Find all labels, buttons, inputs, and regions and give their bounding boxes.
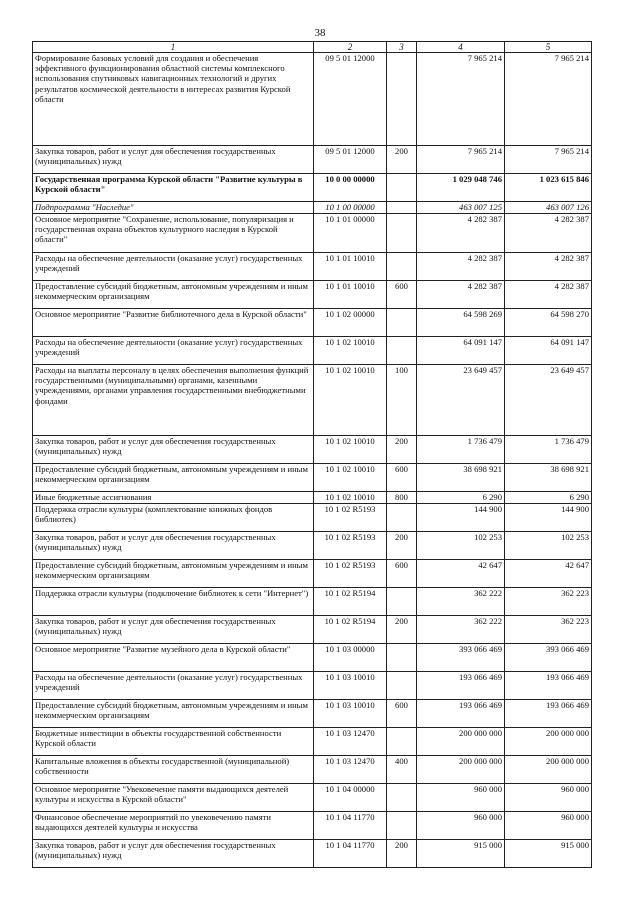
table-row [33, 281, 592, 309]
row-amount-cell: 7 965 214 [505, 146, 592, 174]
row-amount-cell: 4 282 387 [505, 281, 592, 309]
row-amount-cell: 960 000 [505, 812, 592, 840]
column-header: 5 [505, 42, 592, 53]
row-code-cell: 10 1 02 R5194 [314, 616, 387, 644]
row-name-cell: Закупка товаров, работ и услуг для обеспечения государственных (муниципальных) нужд [33, 840, 314, 868]
table-row [33, 365, 592, 436]
row-expense-type-cell [387, 672, 417, 700]
budget-table [32, 41, 592, 868]
row-name-cell: Капитальные вложения в объекты государственной (муниципальной) собственности [33, 756, 314, 784]
row-expense-type-cell [387, 337, 417, 365]
row-expense-type-cell [387, 644, 417, 672]
row-amount-cell: 42 647 [417, 560, 505, 588]
row-amount-cell: 38 698 921 [417, 464, 505, 492]
row-expense-type-cell [387, 728, 417, 756]
row-expense-type-cell [387, 253, 417, 281]
row-amount-cell: 362 223 [505, 616, 592, 644]
row-expense-type-cell [387, 812, 417, 840]
row-expense-type-cell: 600 [387, 281, 417, 309]
row-name-cell: Иные бюджетные ассигнования [33, 492, 314, 504]
page-number: 38 [314, 27, 326, 39]
row-name-cell: Закупка товаров, работ и услуг для обеспечения государственных (муниципальных) нужд [33, 436, 314, 464]
row-code-cell: 10 1 04 00000 [314, 784, 387, 812]
row-amount-cell: 4 282 387 [505, 253, 592, 281]
row-expense-type-cell [387, 784, 417, 812]
row-amount-cell: 7 965 214 [505, 53, 592, 146]
row-expense-type-cell: 600 [387, 700, 417, 728]
row-name-cell: Предоставление субсидий бюджетным, автономным учреждениям и иным некоммерческим организациям [33, 281, 314, 309]
row-name-cell: Закупка товаров, работ и услуг для обеспечения государственных (муниципальных) нужд [33, 616, 314, 644]
table-row [33, 214, 592, 253]
table-row [33, 532, 592, 560]
row-amount-cell: 1 736 479 [505, 436, 592, 464]
row-expense-type-cell: 200 [387, 436, 417, 464]
row-amount-cell: 362 223 [505, 588, 592, 616]
column-header: 3 [387, 42, 417, 53]
row-amount-cell: 1 023 615 846 [505, 174, 592, 202]
table-row [33, 253, 592, 281]
row-amount-cell: 7 965 214 [417, 53, 505, 146]
table-row [33, 464, 592, 492]
row-amount-cell: 4 282 387 [417, 214, 505, 253]
row-amount-cell: 144 900 [505, 504, 592, 532]
row-code-cell: 10 1 03 10010 [314, 700, 387, 728]
row-amount-cell: 393 066 469 [505, 644, 592, 672]
row-code-cell: 10 1 02 10010 [314, 492, 387, 504]
row-code-cell: 10 1 02 00000 [314, 309, 387, 337]
row-amount-cell: 200 000 000 [417, 728, 505, 756]
row-code-cell: 10 1 03 12470 [314, 756, 387, 784]
row-name-cell: Основное мероприятие "Увековечение памяти выдающихся деятелей культуры и искусства в Курской области" [33, 784, 314, 812]
table-row [33, 337, 592, 365]
row-expense-type-cell: 400 [387, 756, 417, 784]
row-amount-cell: 64 091 147 [417, 337, 505, 365]
row-code-cell: 10 1 03 00000 [314, 644, 387, 672]
row-amount-cell: 362 222 [417, 616, 505, 644]
row-amount-cell: 64 091 147 [505, 337, 592, 365]
row-expense-type-cell [387, 309, 417, 337]
row-code-cell: 10 1 04 11770 [314, 840, 387, 868]
table-row [33, 560, 592, 588]
row-expense-type-cell: 200 [387, 532, 417, 560]
table-row [33, 728, 592, 756]
row-amount-cell: 7 965 214 [417, 146, 505, 174]
row-amount-cell: 193 066 469 [417, 672, 505, 700]
table-header-row [33, 42, 592, 53]
row-name-cell: Финансовое обеспечение мероприятий по увековечению памяти выдающихся деятелей культуры и искусства [33, 812, 314, 840]
row-amount-cell: 915 000 [417, 840, 505, 868]
column-header: 2 [314, 42, 387, 53]
row-expense-type-cell [387, 202, 417, 214]
row-amount-cell: 393 066 469 [417, 644, 505, 672]
row-amount-cell: 463 007 126 [505, 202, 592, 214]
row-expense-type-cell: 200 [387, 146, 417, 174]
row-amount-cell: 64 598 270 [505, 309, 592, 337]
row-name-cell: Расходы на обеспечение деятельности (оказание услуг) государственных учреждений [33, 672, 314, 700]
row-name-cell: Подпрограмма "Наследие" [33, 202, 314, 214]
row-amount-cell: 102 253 [505, 532, 592, 560]
row-amount-cell: 193 066 469 [417, 700, 505, 728]
row-code-cell: 10 1 01 10010 [314, 253, 387, 281]
row-code-cell: 10 1 03 12470 [314, 728, 387, 756]
row-name-cell: Бюджетные инвестиции в объекты государственной собственности Курской области [33, 728, 314, 756]
table-row [33, 202, 592, 214]
row-amount-cell: 200 000 000 [505, 756, 592, 784]
table-row [33, 644, 592, 672]
table-row [33, 146, 592, 174]
table-row [33, 812, 592, 840]
row-amount-cell: 144 900 [417, 504, 505, 532]
table-row [33, 309, 592, 337]
row-amount-cell: 23 649 457 [417, 365, 505, 436]
row-expense-type-cell: 100 [387, 365, 417, 436]
row-code-cell: 10 1 02 R5193 [314, 504, 387, 532]
row-expense-type-cell: 600 [387, 560, 417, 588]
row-code-cell: 10 1 01 00000 [314, 214, 387, 253]
row-code-cell: 10 1 02 10010 [314, 365, 387, 436]
table-row [33, 588, 592, 616]
row-name-cell: Основное мероприятие "Развитие музейного дела в Курской области" [33, 644, 314, 672]
row-code-cell: 09 5 01 12000 [314, 146, 387, 174]
row-amount-cell: 102 253 [417, 532, 505, 560]
row-expense-type-cell: 800 [387, 492, 417, 504]
row-amount-cell: 960 000 [417, 812, 505, 840]
row-amount-cell: 1 029 048 746 [417, 174, 505, 202]
row-amount-cell: 23 649 457 [505, 365, 592, 436]
row-code-cell: 09 5 01 12000 [314, 53, 387, 146]
row-amount-cell: 200 000 000 [505, 728, 592, 756]
row-code-cell: 10 1 04 11770 [314, 812, 387, 840]
row-expense-type-cell: 200 [387, 616, 417, 644]
table-row [33, 504, 592, 532]
row-amount-cell: 200 000 000 [417, 756, 505, 784]
table-body [33, 53, 592, 868]
row-name-cell: Поддержка отрасли культуры (подключение библиотек к сети "Интернет") [33, 588, 314, 616]
table-row [33, 700, 592, 728]
column-header: 4 [417, 42, 505, 53]
row-code-cell: 10 1 00 00000 [314, 202, 387, 214]
row-code-cell: 10 1 02 10010 [314, 436, 387, 464]
row-code-cell: 10 1 01 10010 [314, 281, 387, 309]
row-expense-type-cell [387, 174, 417, 202]
row-amount-cell: 4 282 387 [417, 281, 505, 309]
table-row [33, 784, 592, 812]
row-code-cell: 10 1 02 10010 [314, 464, 387, 492]
row-code-cell: 10 1 02 10010 [314, 337, 387, 365]
row-amount-cell: 6 290 [417, 492, 505, 504]
row-amount-cell: 915 000 [505, 840, 592, 868]
row-amount-cell: 193 066 469 [505, 672, 592, 700]
table-row [33, 672, 592, 700]
table-row [33, 616, 592, 644]
row-amount-cell: 38 698 921 [505, 464, 592, 492]
table-row [33, 174, 592, 202]
row-amount-cell: 64 598 269 [417, 309, 505, 337]
table-row [33, 840, 592, 868]
table-row [33, 53, 592, 146]
column-header: 1 [33, 42, 314, 53]
row-name-cell: Закупка товаров, работ и услуг для обеспечения государственных (муниципальных) нужд [33, 532, 314, 560]
row-name-cell: Основное мероприятие "Сохранение, использование, популяризация и государственная охрана объектов культурного наследия в Курской области" [33, 214, 314, 253]
row-amount-cell: 1 736 479 [417, 436, 505, 464]
row-name-cell: Государственная программа Курской области "Развитие культуры в Курской области" [33, 174, 314, 202]
row-code-cell: 10 1 02 R5193 [314, 532, 387, 560]
table-row [33, 436, 592, 464]
row-amount-cell: 960 000 [505, 784, 592, 812]
table-row [33, 492, 592, 504]
row-expense-type-cell: 200 [387, 840, 417, 868]
row-expense-type-cell [387, 588, 417, 616]
row-name-cell: Основное мероприятие "Развитие библиотечного дела в Курской области" [33, 309, 314, 337]
row-name-cell: Расходы на обеспечение деятельности (оказание услуг) государственных учреждений [33, 253, 314, 281]
row-amount-cell: 463 007 125 [417, 202, 505, 214]
row-amount-cell: 42 647 [505, 560, 592, 588]
row-name-cell: Поддержка отрасли культуры (комплектование книжных фондов библиотек) [33, 504, 314, 532]
row-amount-cell: 4 282 387 [505, 214, 592, 253]
row-code-cell: 10 1 02 R5193 [314, 560, 387, 588]
row-expense-type-cell [387, 53, 417, 146]
row-name-cell: Формирование базовых условий для создания и обеспечения эффективного функционирования областной системы комплексного использования спутниковых навигационных технологий и других результатов космической деятельности в интересах развития Курской области [33, 53, 314, 146]
row-name-cell: Расходы на выплаты персоналу в целях обеспечения выполнения функций государственными (муниципальными) органами, казенными учреждениями, органами управления государственными внебюджетными фондами [33, 365, 314, 436]
row-name-cell: Предоставление субсидий бюджетным, автономным учреждениям и иным некоммерческим организациям [33, 700, 314, 728]
row-name-cell: Предоставление субсидий бюджетным, автономным учреждениям и иным некоммерческим организациям [33, 464, 314, 492]
table-row [33, 756, 592, 784]
row-amount-cell: 362 222 [417, 588, 505, 616]
row-expense-type-cell [387, 504, 417, 532]
row-amount-cell: 960 000 [417, 784, 505, 812]
row-name-cell: Предоставление субсидий бюджетным, автономным учреждениям и иным некоммерческим организациям [33, 560, 314, 588]
row-name-cell: Расходы на обеспечение деятельности (оказание услуг) государственных учреждений [33, 337, 314, 365]
row-amount-cell: 193 066 469 [505, 700, 592, 728]
row-expense-type-cell: 600 [387, 464, 417, 492]
row-code-cell: 10 1 02 R5194 [314, 588, 387, 616]
row-expense-type-cell [387, 214, 417, 253]
row-code-cell: 10 0 00 00000 [314, 174, 387, 202]
row-code-cell: 10 1 03 10010 [314, 672, 387, 700]
row-name-cell: Закупка товаров, работ и услуг для обеспечения государственных (муниципальных) нужд [33, 146, 314, 174]
row-amount-cell: 6 290 [505, 492, 592, 504]
row-amount-cell: 4 282 387 [417, 253, 505, 281]
